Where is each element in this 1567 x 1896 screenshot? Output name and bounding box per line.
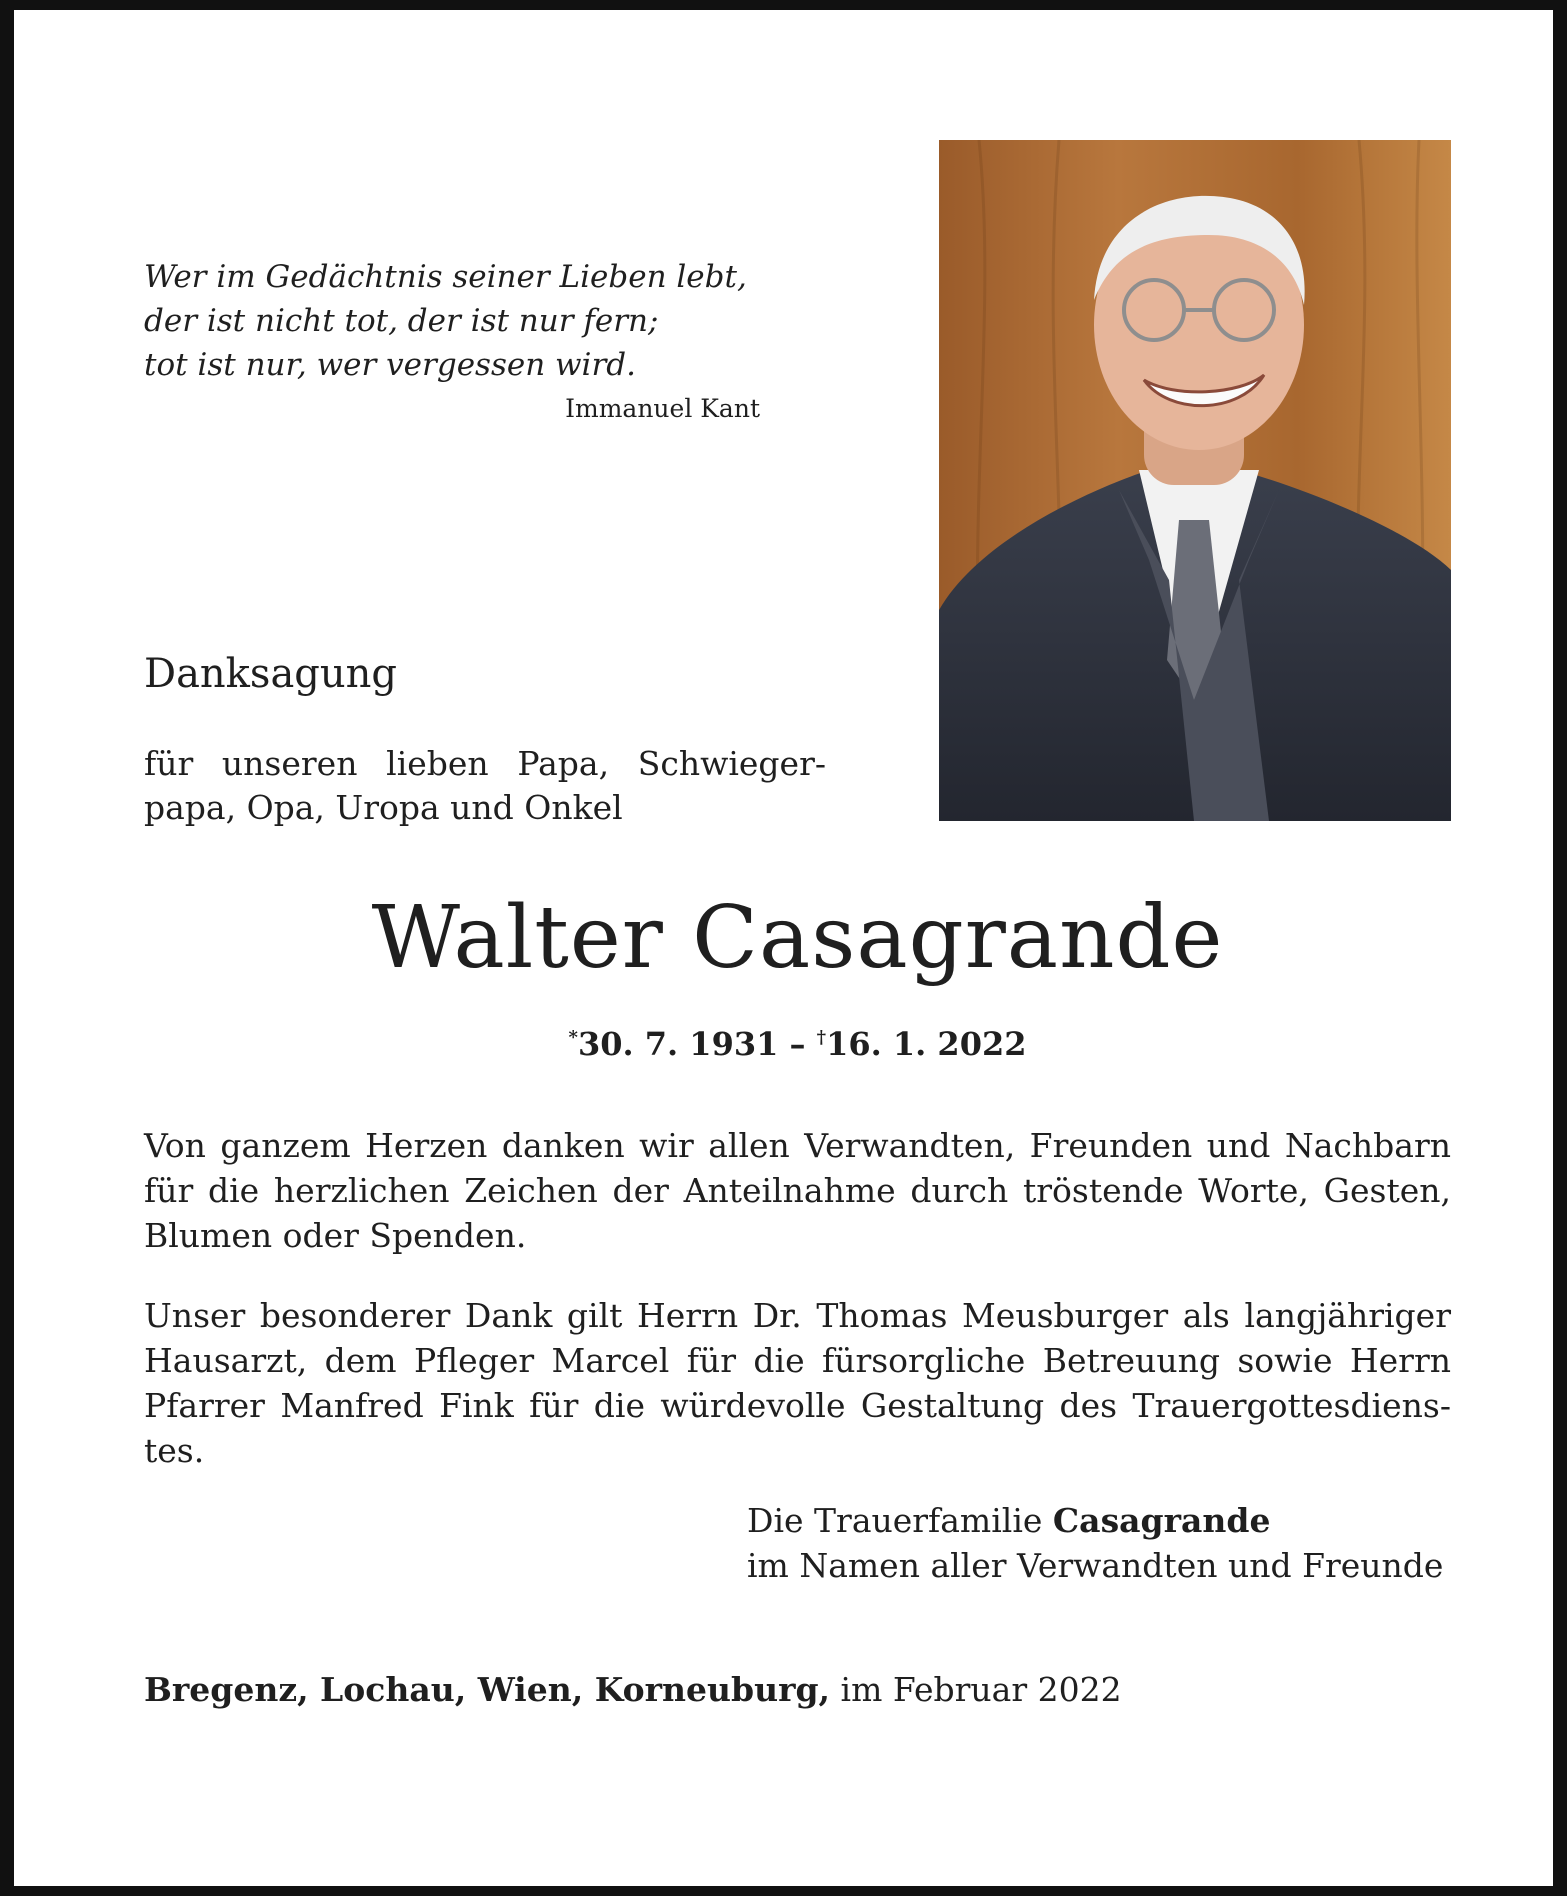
signature-line: im Namen aller Verwandten und Freunde xyxy=(747,1546,1444,1585)
paragraph-line: Unser besonderer Dank gilt Herrn Dr. Thomas Meusburger als langjähriger xyxy=(144,1296,1451,1335)
intro-text xyxy=(144,742,826,830)
intro-line: für unseren lieben Papa, Schwieger- xyxy=(144,744,826,783)
signature-line xyxy=(747,1498,1451,1543)
paragraph-line: Hausarzt, dem Pfleger Marcel für die fürsorgliche Betreuung sowie Herrn xyxy=(144,1341,1451,1380)
portrait-photo xyxy=(939,140,1451,821)
place-and-date xyxy=(144,1670,1122,1709)
page-title: Danksagung xyxy=(144,651,398,697)
family-signature xyxy=(747,1498,1451,1588)
birth-symbol: * xyxy=(568,1027,578,1048)
death-symbol: † xyxy=(816,1027,827,1048)
paragraph-line: Blumen oder Spenden. xyxy=(144,1216,527,1255)
life-dates xyxy=(14,1025,1567,1063)
paragraph-line: für die herzlichen Zeichen der Anteilnahme durch tröstende Worte, Gesten, xyxy=(144,1171,1451,1210)
family-name: Casagrande xyxy=(1052,1501,1271,1540)
birth-date: 30. 7. 1931 xyxy=(577,1025,779,1063)
locations: Bregenz, Lochau, Wien, Korneuburg, xyxy=(144,1670,831,1709)
paragraph-line: Pfarrer Manfred Fink für die würdevolle Gestaltung des Trauergottesdiens- xyxy=(144,1386,1451,1425)
paragraph-line: Von ganzem Herzen danken wir allen Verwandten, Freunden und Nachbarn xyxy=(144,1126,1451,1165)
thanks-paragraph xyxy=(144,1123,1451,1258)
publication-date: im Februar 2022 xyxy=(830,1670,1122,1709)
quote-line: der ist nicht tot, der ist nur fern; xyxy=(144,303,659,339)
paragraph-line: tes. xyxy=(144,1431,205,1470)
signature-prefix: Die Trauerfamilie xyxy=(747,1501,1053,1540)
death-date: 16. 1. 2022 xyxy=(826,1025,1027,1063)
quote-line: tot ist nur, wer vergessen wird. xyxy=(144,347,636,383)
quote-line: Wer im Gedächtnis seiner Lieben lebt, xyxy=(144,259,747,295)
date-separator: – xyxy=(778,1025,817,1063)
special-thanks-paragraph xyxy=(144,1293,1451,1473)
intro-line: papa, Opa, Uropa und Onkel xyxy=(144,788,623,827)
quote-author: Immanuel Kant xyxy=(565,394,760,423)
quote-block xyxy=(144,255,764,387)
deceased-name: Walter Casagrande xyxy=(371,888,1224,988)
